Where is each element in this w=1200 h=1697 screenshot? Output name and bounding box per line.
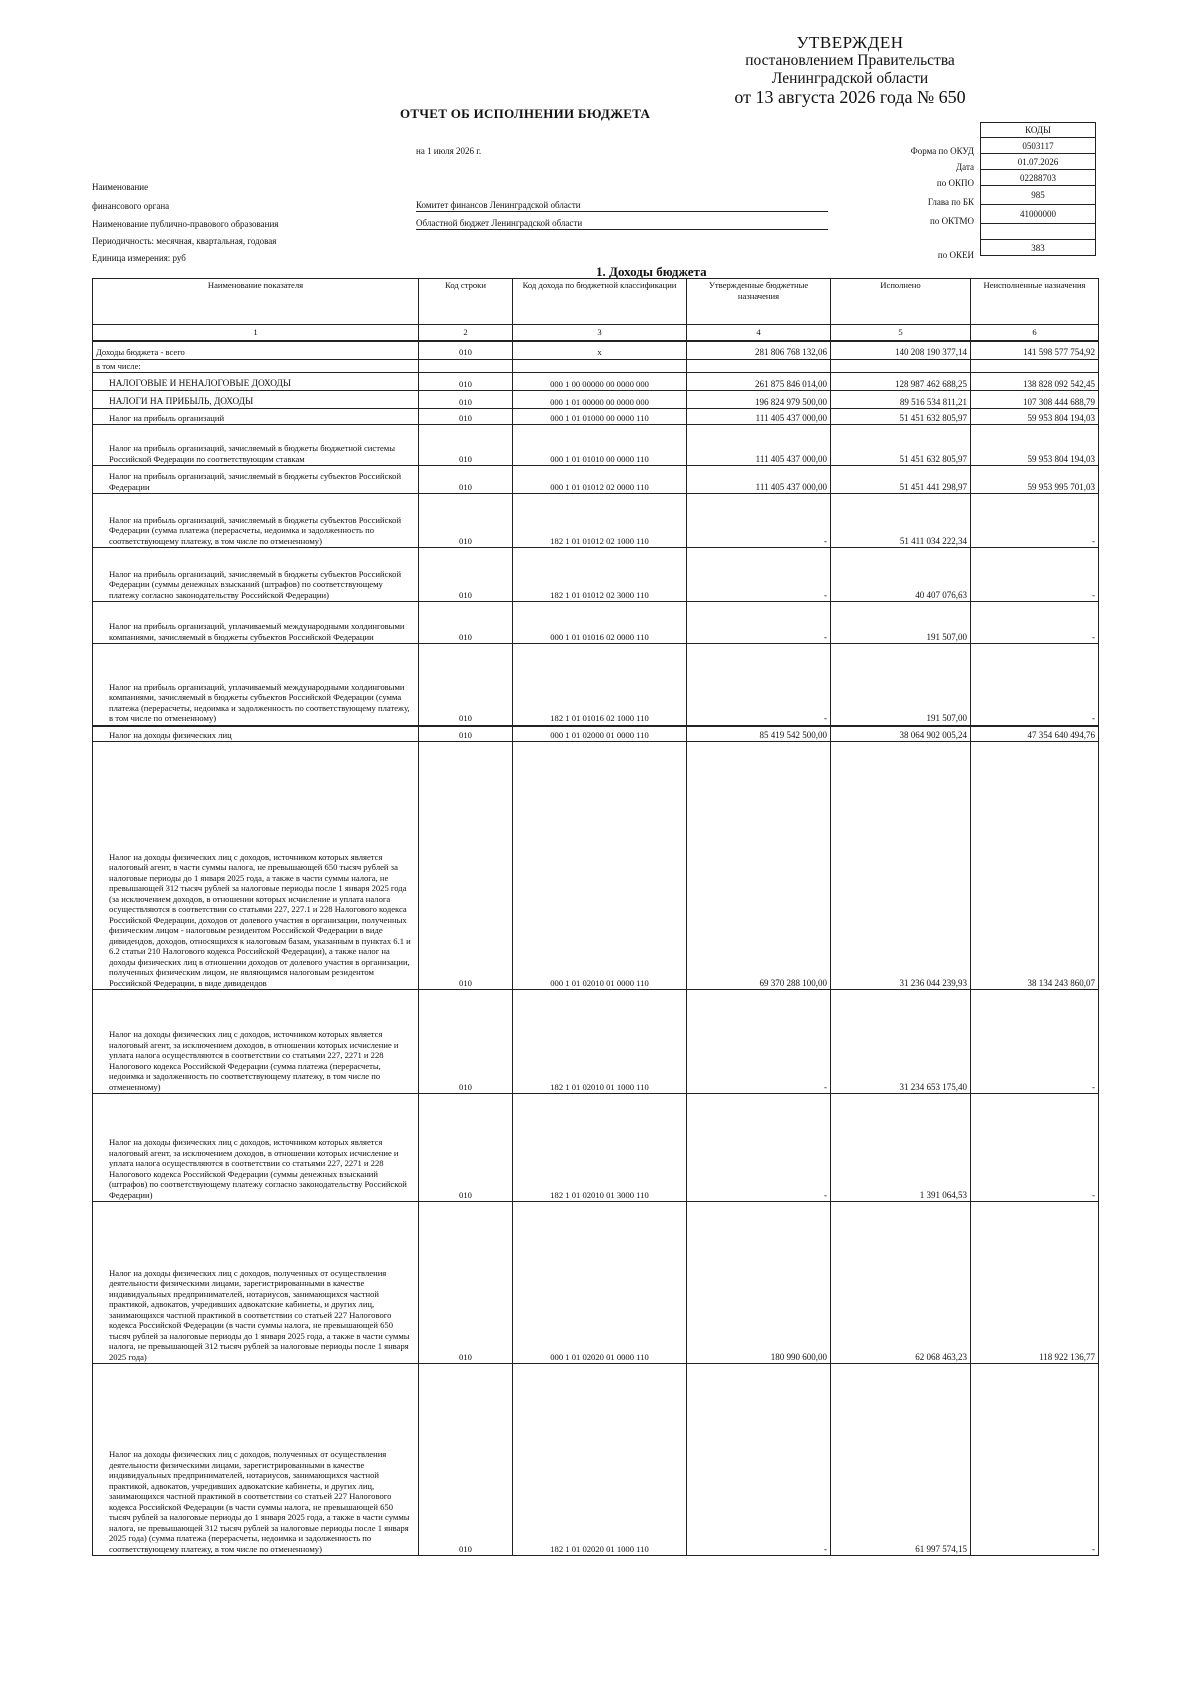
row-code: 182 1 01 02010 01 1000 110 <box>513 990 687 1094</box>
code-date: 01.07.2026 <box>981 154 1096 170</box>
row-executed: 191 507,00 <box>831 644 971 726</box>
fin-org-value: Комитет финансов Ленинградской области <box>416 200 828 212</box>
row-line: 010 <box>419 341 513 359</box>
row-code: 000 1 01 01000 00 0000 110 <box>513 409 687 425</box>
table-row <box>93 1202 1099 1364</box>
row-code: 000 1 00 00000 00 0000 000 <box>513 373 687 391</box>
col-number: 2 <box>419 325 513 342</box>
row-name: в том числе: <box>93 359 419 373</box>
table-row <box>93 466 1099 494</box>
row-line: 010 <box>419 425 513 466</box>
row-unexecuted: 59 953 995 701,03 <box>971 466 1099 494</box>
row-executed: 31 236 044 239,93 <box>831 742 971 990</box>
code-label-date: Дата <box>956 162 974 172</box>
table-row <box>93 726 1099 742</box>
col-number: 3 <box>513 325 687 342</box>
code-label-oktmo: по ОКТМО <box>930 216 974 226</box>
row-approved: 69 370 288 100,00 <box>687 742 831 990</box>
row-name: Налог на доходы физических лиц с доходов, полученных от осуществления деятельности физическими лицами, зарегистрированными в качестве индивидуальных предпринимателей, нотариусов, занимающихся частной практикой, адвокатов, учредивших адвокатские кабинеты, и других лиц, занимающихся частной практикой в соответствии со статьей 227 Налогового кодекса Российской Федерации (в части суммы налога, не превышающей 650 тысяч рублей за налоговые периоды до 1 января 2025 года, а также в части суммы налога, не превышающей 312 тысяч рублей за налоговые периоды после 1 января 2025 года) (сумма платежа (перерасчеты, недоимка и задолженность по соответствующему платежу, в том числе по отмененному) <box>93 1364 419 1556</box>
row-line: 010 <box>419 373 513 391</box>
row-code: x <box>513 341 687 359</box>
row-unexecuted: 118 922 136,77 <box>971 1202 1099 1364</box>
row-name: Налог на прибыль организаций, зачисляемый в бюджеты субъектов Российской Федерации (сумма платежа (перерасчеты, недоимка и задолженность по соответствующему платежу, в том числе по отмененному) <box>93 494 419 548</box>
table-row <box>93 409 1099 425</box>
table-row <box>93 425 1099 466</box>
label-periodicity: Периодичность: месячная, квартальная, годовая <box>92 236 277 246</box>
row-executed: 191 507,00 <box>831 602 971 644</box>
label-pub-entity: Наименование публично-правового образования <box>92 219 279 229</box>
row-name: Налог на доходы физических лиц с доходов, источником которых является налоговый агент, в части суммы налога, не превышающей 650 тысяч рублей за налоговые периоды до 1 января 2025 года, а также в части суммы налога, не превышающей 312 тысяч рублей за налоговые периоды после 1 января 2025 года (за исключением доходов, в отношении которых исчисление и уплата налога осуществляются в соответствии со статьями 227, 227.1 и 228 Налогового кодекса Российской Федерации, доходов от долевого участия в организации, полученных физическим лицом - налоговым резидентом Российской Федерации в виде дивидендов, доходов, относящихся к налоговым базам, указанным в пунктах 6.1 и 6.2 статьи 210 Налогового кодекса Российской Федерации), а также налог на доходы физических лиц в отношении доходов от долевого участия в организации, полученных физическим лицом, не являющимся налоговым резидентом Российской Федерации, в виде дивидендов <box>93 742 419 990</box>
row-name: Налог на прибыль организаций, зачисляемый в бюджеты бюджетной системы Российской Федерации по соответствующим ставкам <box>93 425 419 466</box>
row-code <box>513 359 687 373</box>
table-row <box>93 1364 1099 1556</box>
table-row <box>93 644 1099 726</box>
row-code: 000 1 01 02010 01 0000 110 <box>513 742 687 990</box>
row-executed: 1 391 064,53 <box>831 1094 971 1202</box>
row-line: 010 <box>419 1364 513 1556</box>
col-header-name: Наименование показателя <box>93 279 419 325</box>
code-label-okei: по ОКЕИ <box>937 250 974 260</box>
row-unexecuted: 59 953 804 194,03 <box>971 409 1099 425</box>
row-unexecuted: - <box>971 644 1099 726</box>
col-header-approved: Утвержденные бюджетные назначения <box>687 279 831 325</box>
row-line: 010 <box>419 494 513 548</box>
code-okei: 383 <box>981 240 1096 256</box>
row-executed: 140 208 190 377,14 <box>831 341 971 359</box>
row-name: Налог на доходы физических лиц с доходов, источником которых является налоговый агент, за исключением доходов, в отношении которых исчисление и уплата налога осуществляются в соответствии со статьями 227, 2271 и 228 Налогового кодекса Российской Федерации (сумма платежа (перерасчеты, недоимка и задолженность по соответствующему платежу, в том числе по отмененному) <box>93 990 419 1094</box>
row-code: 182 1 01 02020 01 1000 110 <box>513 1364 687 1556</box>
row-approved: - <box>687 1364 831 1556</box>
row-approved: 85 419 542 500,00 <box>687 726 831 742</box>
row-line: 010 <box>419 644 513 726</box>
column-number-row <box>93 325 1099 342</box>
table-row <box>93 742 1099 990</box>
row-line: 010 <box>419 1094 513 1202</box>
label-unit: Единица измерения: руб <box>92 253 186 263</box>
row-code: 000 1 01 01010 00 0000 110 <box>513 425 687 466</box>
row-line: 010 <box>419 602 513 644</box>
row-approved: - <box>687 602 831 644</box>
row-name: Налог на прибыль организаций, уплачиваемый международными холдинговыми компаниями, зачисляемый в бюджеты субъектов Российской Федерации <box>93 602 419 644</box>
table-row <box>93 359 1099 373</box>
row-unexecuted: - <box>971 1364 1099 1556</box>
row-unexecuted: - <box>971 548 1099 602</box>
row-approved: 111 405 437 000,00 <box>687 466 831 494</box>
code-label-okpo: по ОКПО <box>936 178 974 188</box>
row-executed: 89 516 534 811,21 <box>831 391 971 409</box>
table-row <box>93 548 1099 602</box>
row-executed: 31 234 653 175,40 <box>831 990 971 1094</box>
row-approved: 281 806 768 132,06 <box>687 341 831 359</box>
row-approved: 111 405 437 000,00 <box>687 409 831 425</box>
row-name: Налог на доходы физических лиц <box>93 726 419 742</box>
row-line: 010 <box>419 548 513 602</box>
row-approved: - <box>687 548 831 602</box>
row-line: 010 <box>419 1202 513 1364</box>
col-header-code: Код дохода по бюджетной классификации <box>513 279 687 325</box>
row-executed: 40 407 076,63 <box>831 548 971 602</box>
code-blank <box>981 224 1096 240</box>
col-header-line: Код строки <box>419 279 513 325</box>
row-approved: - <box>687 644 831 726</box>
report-date: на 1 июля 2026 г. <box>416 146 482 156</box>
row-unexecuted: 38 134 243 860,07 <box>971 742 1099 990</box>
row-code: 182 1 01 01016 02 1000 110 <box>513 644 687 726</box>
row-code: 000 1 01 02020 01 0000 110 <box>513 1202 687 1364</box>
row-executed: 51 451 632 805,97 <box>831 409 971 425</box>
row-unexecuted <box>971 359 1099 373</box>
row-name: Налог на доходы физических лиц с доходов, полученных от осуществления деятельности физическими лицами, зарегистрированными в качестве индивидуальных предпринимателей, нотариусов, занимающихся частной практикой, адвокатов, учредивших адвокатские кабинеты, и других лиц, занимающихся частной практикой в соответствии со статьей 227 Налогового кодекса Российской Федерации (в части суммы налога, не превышающей 650 тысяч рублей за налоговые периоды до 1 января 2025 года, а также в части суммы налога, не превышающей 312 тысяч рублей за налоговые периоды после 1 января 2025 года) <box>93 1202 419 1364</box>
col-number: 1 <box>93 325 419 342</box>
col-header-unexecuted: Неисполненные назначения <box>971 279 1099 325</box>
col-number: 6 <box>971 325 1099 342</box>
code-oktmo: 41000000 <box>981 205 1096 224</box>
row-name: НАЛОГИ НА ПРИБЫЛЬ, ДОХОДЫ <box>93 391 419 409</box>
label-name: Наименование <box>92 182 149 192</box>
row-unexecuted: 138 828 092 542,45 <box>971 373 1099 391</box>
row-approved: - <box>687 990 831 1094</box>
row-executed: 61 997 574,15 <box>831 1364 971 1556</box>
row-approved: 111 405 437 000,00 <box>687 425 831 466</box>
codes-box <box>980 122 1096 256</box>
row-unexecuted: 107 308 444 688,79 <box>971 391 1099 409</box>
row-unexecuted: 47 354 640 494,76 <box>971 726 1099 742</box>
row-code: 182 1 01 01012 02 1000 110 <box>513 494 687 548</box>
label-fin-org: финансового органа <box>92 201 170 211</box>
section-title: 1. Доходы бюджета <box>596 264 707 279</box>
table-row <box>93 341 1099 359</box>
col-number: 4 <box>687 325 831 342</box>
code-label-glava: Глава по БК <box>927 197 974 207</box>
approval-line: постановлением Правительства <box>745 52 955 69</box>
table-row <box>93 990 1099 1094</box>
row-unexecuted: - <box>971 1094 1099 1202</box>
row-code: 000 1 01 02000 01 0000 110 <box>513 726 687 742</box>
row-line <box>419 359 513 373</box>
row-name: Налог на прибыль организаций, уплачиваемый международными холдинговыми компаниями, зачисляемый в бюджеты субъектов Российской Федерации (сумма платежа (перерасчеты, недоимка и задолженность по соответствующему платежу, в том числе по отмененному) <box>93 644 419 726</box>
row-approved <box>687 359 831 373</box>
row-executed: 51 451 632 805,97 <box>831 425 971 466</box>
approval-date: от 13 августа 2026 года № 650 <box>734 87 966 107</box>
col-number: 5 <box>831 325 971 342</box>
report-title: ОТЧЕТ ОБ ИСПОЛНЕНИИ БЮДЖЕТА <box>400 106 651 121</box>
table-row <box>93 391 1099 409</box>
row-name: НАЛОГОВЫЕ И НЕНАЛОГОВЫЕ ДОХОДЫ <box>93 373 419 391</box>
row-line: 010 <box>419 726 513 742</box>
row-name: Налог на прибыль организаций, зачисляемый в бюджеты субъектов Российской Федерации (суммы денежных взысканий (штрафов) по соответствующему платежу согласно законодательству Российской Федерации) <box>93 548 419 602</box>
table-row <box>93 494 1099 548</box>
row-approved: 180 990 600,00 <box>687 1202 831 1364</box>
row-line: 010 <box>419 742 513 990</box>
code-okpo: 02288703 <box>981 170 1096 186</box>
row-unexecuted: - <box>971 494 1099 548</box>
approval-block <box>720 34 980 106</box>
row-name: Доходы бюджета - всего <box>93 341 419 359</box>
row-unexecuted: - <box>971 990 1099 1094</box>
row-line: 010 <box>419 466 513 494</box>
row-code: 000 1 01 01012 02 0000 110 <box>513 466 687 494</box>
row-code: 182 1 01 01012 02 3000 110 <box>513 548 687 602</box>
code-okud: 0503117 <box>981 138 1096 154</box>
row-unexecuted: 141 598 577 754,92 <box>971 341 1099 359</box>
codes-header: КОДЫ <box>981 123 1096 138</box>
row-executed: 38 064 902 005,24 <box>831 726 971 742</box>
row-line: 010 <box>419 990 513 1094</box>
table-row <box>93 602 1099 644</box>
revenue-table <box>92 278 1099 1556</box>
row-code: 000 1 01 00000 00 0000 000 <box>513 391 687 409</box>
table-header-row <box>93 279 1099 325</box>
row-unexecuted: - <box>971 602 1099 644</box>
row-approved: - <box>687 1094 831 1202</box>
row-name: Налог на прибыль организаций <box>93 409 419 425</box>
col-header-executed: Исполнено <box>831 279 971 325</box>
row-name: Налог на доходы физических лиц с доходов, источником которых является налоговый агент, за исключением доходов, в отношении которых исчисление и уплата налога осуществляются в соответствии со статьями 227, 2271 и 228 Налогового кодекса Российской Федерации (суммы денежных взысканий (штрафов) по соответствующему платежу согласно законодательству Российской Федерации) <box>93 1094 419 1202</box>
row-executed: 51 411 034 222,34 <box>831 494 971 548</box>
row-name: Налог на прибыль организаций, зачисляемый в бюджеты субъектов Российской Федерации <box>93 466 419 494</box>
pub-entity-value: Областной бюджет Ленинградской области <box>416 218 828 230</box>
code-glava: 985 <box>981 186 1096 205</box>
row-code: 182 1 01 02010 01 3000 110 <box>513 1094 687 1202</box>
row-executed: 62 068 463,23 <box>831 1202 971 1364</box>
table-row <box>93 373 1099 391</box>
row-code: 000 1 01 01016 02 0000 110 <box>513 602 687 644</box>
row-executed: 51 451 441 298,97 <box>831 466 971 494</box>
approval-title: УТВЕРЖДЕН <box>796 33 904 52</box>
row-approved: 261 875 846 014,00 <box>687 373 831 391</box>
row-approved: 196 824 979 500,00 <box>687 391 831 409</box>
row-executed: 128 987 462 688,25 <box>831 373 971 391</box>
row-approved: - <box>687 494 831 548</box>
table-row <box>93 1094 1099 1202</box>
approval-line: Ленинградской области <box>771 70 929 87</box>
row-line: 010 <box>419 409 513 425</box>
row-unexecuted: 59 953 804 194,03 <box>971 425 1099 466</box>
code-label-okud: Форма по ОКУД <box>910 146 974 156</box>
row-executed <box>831 359 971 373</box>
row-line: 010 <box>419 391 513 409</box>
